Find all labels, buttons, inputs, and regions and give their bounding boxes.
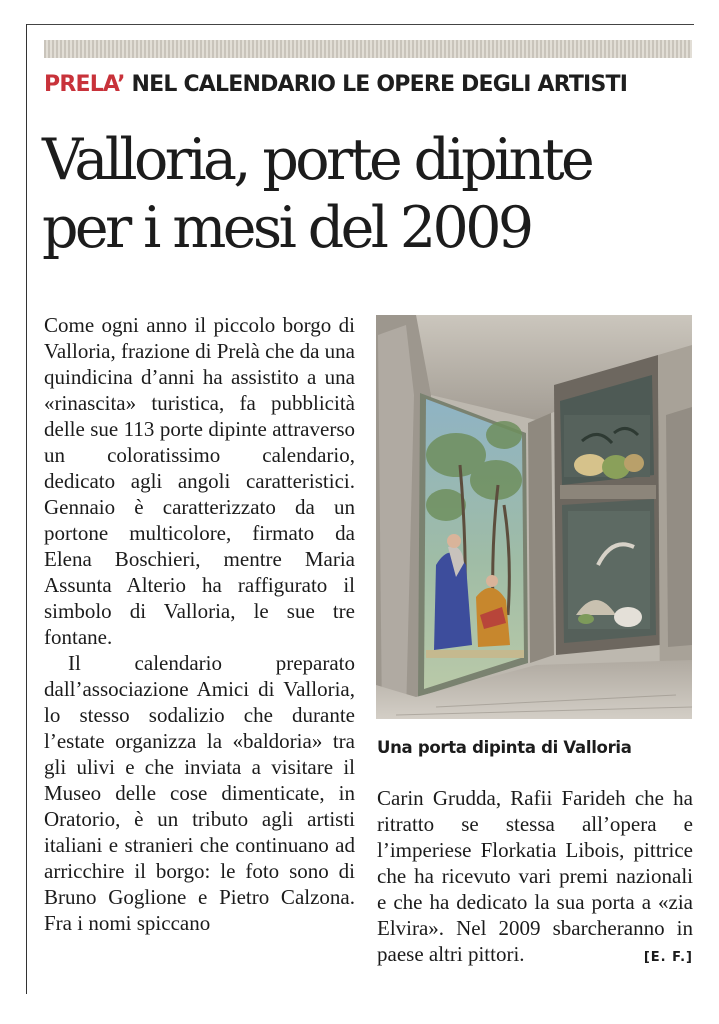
article-paragraph-3 xyxy=(377,785,693,967)
kicker-location: PRELA’ xyxy=(44,72,125,97)
painted-door-illustration xyxy=(376,315,692,719)
frame-left-rule xyxy=(26,24,27,994)
article-photo xyxy=(376,315,692,719)
article-paragraph-3-text: Carin Grudda, Rafii Farideh che ha ritratto se stessa all’opera e l’imperiese Florkatia Libois, pittrice che ha ricevuto vari premi nazionali e che ha dedicato la sua porta a «zia Elvira». Nel 2009 sbarcheranno in paese altri pittori. xyxy=(377,786,693,966)
article-paragraph-2: Il calendario preparato dall’associazione Amici di Valloria, lo stesso sodalizio che durante l’estate organizza la «baldoria» tra gli ulivi e che inviata a visitare il Museo delle cose dimenticate, in Oratorio, è un tributo agli artisti italiani e stranieri che continuano ad arricchire il borgo: le foto sono di Bruno Goglione e Pietro Calzona. Fra i nomi spiccano xyxy=(44,651,355,935)
author-signature: [E. F.] xyxy=(643,950,693,965)
photo-caption: Una porta dipinta di Valloria xyxy=(377,738,632,757)
headline xyxy=(42,126,702,262)
article-body-right-column xyxy=(377,785,693,971)
headline-line-2: per i mesi del 2009 xyxy=(42,195,531,261)
kicker-text: NEL CALENDARIO LE OPERE DEGLI ARTISTI xyxy=(124,72,628,97)
kicker xyxy=(44,72,694,97)
frame-top-rule xyxy=(26,24,694,25)
article-body-left-column xyxy=(44,312,355,936)
article-paragraph-1: Come ogni anno il piccolo borgo di Valloria, frazione di Prelà che da una quindicina d’anni ha assistito a una «rinascita» turistica, fa pubblicità delle sue 113 porte dipinte attraverso un coloratissimo calendario, dedicato agli angoli caratteristici. Gennaio è caratterizzato da un portone multicolore, firmato da Elena Boschieri, mentre Maria Assunta Alterio ha raffigurato il simbolo di Valloria, le sue tre fontane. xyxy=(44,313,355,649)
decorative-hatch-bar xyxy=(44,40,692,58)
headline-line-1: Valloria, porte dipinte xyxy=(42,127,592,193)
